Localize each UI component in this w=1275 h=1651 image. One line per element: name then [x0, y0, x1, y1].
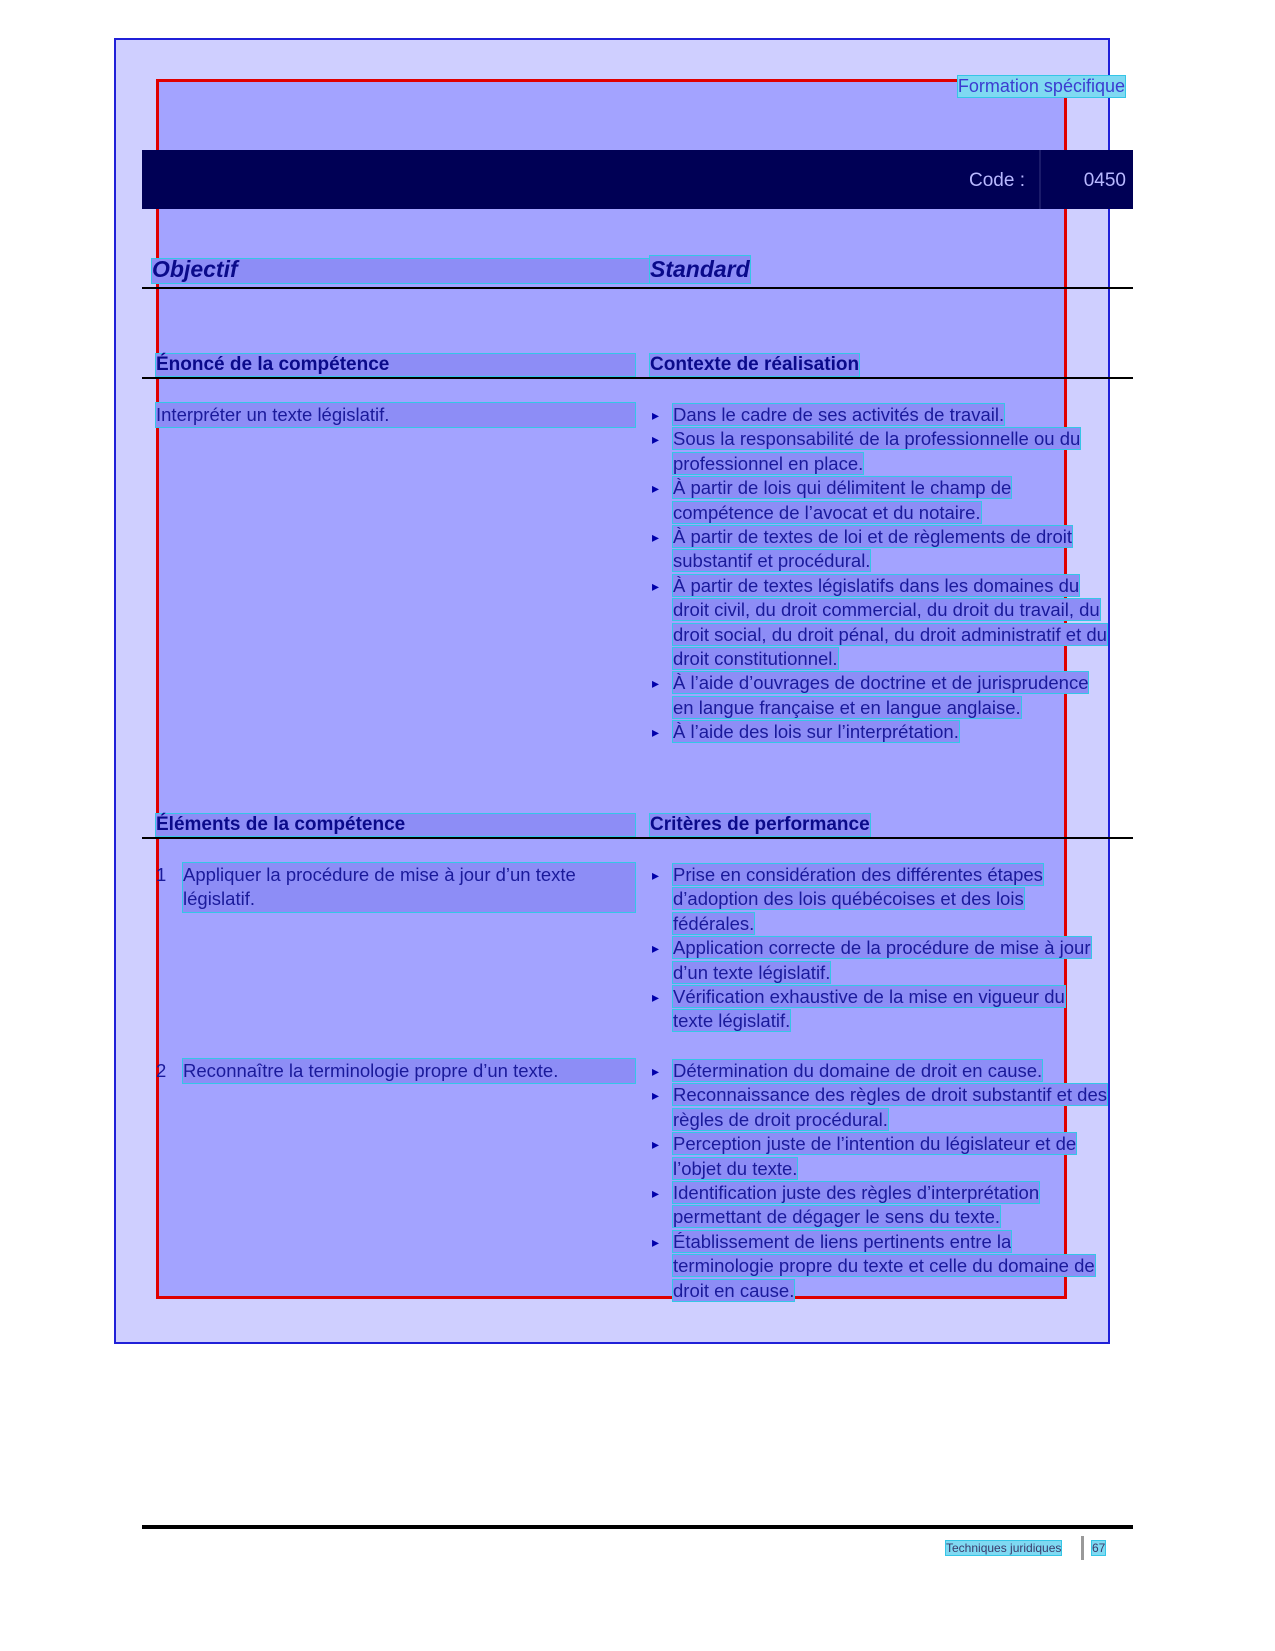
section2-rule: [142, 837, 1133, 839]
statement-heading: Énoncé de la compétence: [156, 354, 390, 375]
program-title: Formation spécifique: [957, 76, 1125, 96]
element-number: 1: [156, 864, 167, 885]
criteria-list: [652, 863, 1107, 1034]
criteria-item: ▸ Application correcte de la procédure de mise à jour d’un texte législatif.: [652, 936, 1107, 985]
context-item: ▸ À partir de textes de loi et de règlements de droit substantif et procédural.: [652, 525, 1107, 574]
context-item: ▸ À partir de lois qui délimitent le champ de compétence de l’avocat et du notaire.: [652, 476, 1107, 525]
element-text: Reconnaître la terminologie propre d’un texte.: [183, 1059, 635, 1083]
footer-divider: [1081, 1536, 1084, 1560]
criteria-item: ▸ Détermination du domaine de droit en cause.: [652, 1059, 1107, 1083]
elements-heading: Éléments de la compétence: [156, 814, 406, 835]
criteria-list: [652, 1059, 1107, 1303]
criteria-item: ▸ Prise en considération des différentes étapes d’adoption des lois québécoises et des lois fédérales.: [652, 863, 1107, 936]
criteria-item: ▸ Établissement de liens pertinents entre la terminologie propre du texte et celle du domaine de droit en cause.: [652, 1230, 1107, 1303]
competency-element: [156, 1059, 635, 1083]
objective-heading: Objectif: [152, 256, 238, 282]
criteria-item: ▸ Reconnaissance des règles de droit substantif et des règles de droit procédural.: [652, 1083, 1107, 1132]
context-item: ▸ À l’aide d’ouvrages de doctrine et de jurisprudence en langue française et en langue anglaise.: [652, 671, 1107, 720]
heading-rule: [142, 287, 1133, 289]
page-number: 67: [1092, 1541, 1106, 1555]
context-heading: Contexte de réalisation: [650, 354, 860, 375]
element-text: Appliquer la procédure de mise à jour d’un texte législatif.: [183, 863, 635, 912]
context-item: ▸ À l’aide des lois sur l’interprétation.: [652, 720, 1107, 744]
footer-rule: [142, 1525, 1133, 1529]
context-item: ▸ Sous la responsabilité de la professionnelle ou du professionnel en place.: [652, 427, 1107, 476]
element-number: 2: [156, 1060, 167, 1081]
standard-heading: Standard: [650, 256, 750, 282]
criteria-item: ▸ Identification juste des règles d’interprétation permettant de dégager le sens du texte.: [652, 1181, 1107, 1230]
footer-program-name: Techniques juridiques: [946, 1541, 1062, 1555]
criteria-heading: Critères de performance: [650, 814, 870, 835]
criteria-item: ▸ Perception juste de l’intention du législateur et de l’objet du texte.: [652, 1132, 1107, 1181]
context-list: [652, 403, 1107, 745]
competency-statement: Interpréter un texte législatif.: [156, 403, 635, 427]
context-item: ▸ À partir de textes législatifs dans les domaines du droit civil, du droit commercial, du droit du travail, du droit social, du droit pénal, du droit administratif et du droit constitutionnel.: [652, 574, 1107, 672]
code-value: 0450: [1083, 170, 1126, 191]
code-label: Code :: [969, 170, 1025, 191]
competency-element: [156, 863, 635, 912]
criteria-item: ▸ Vérification exhaustive de la mise en vigueur du texte législatif.: [652, 985, 1107, 1034]
context-item: ▸ Dans le cadre de ses activités de travail.: [652, 403, 1107, 427]
section1-rule: [142, 377, 1133, 379]
